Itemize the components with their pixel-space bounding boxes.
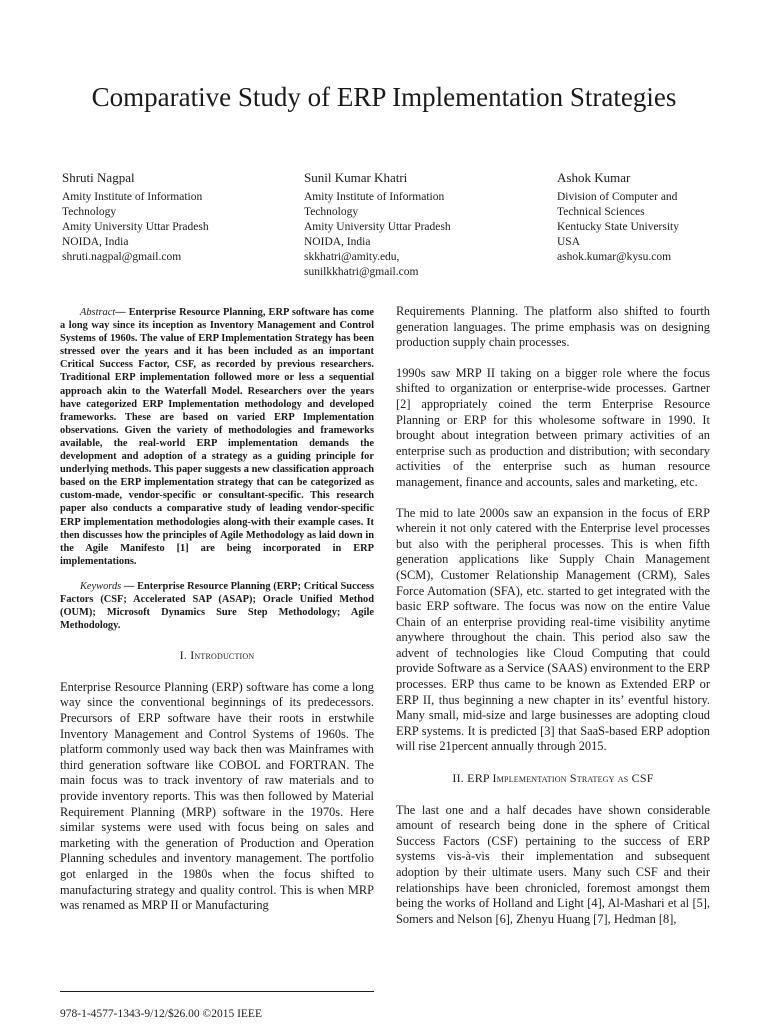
author-location: USA [557,236,581,248]
author-affiliation: Amity University Uttar Pradesh [304,221,451,233]
body-paragraph: Requirements Planning. The platform also shifted to fourth generation languages. The prime emphasis was on designing production supply chain processes. [396,304,710,350]
author-block [62,170,262,265]
abstract [60,306,374,568]
left-column [60,306,374,929]
section-heading-introduction: I. Introduction [179,648,255,663]
footer-divider [60,991,374,992]
body-paragraph: 1990s saw MRP II taking on a bigger role where the focus shifted to organization or enterprise-wide processes. Gartner [2] appropriately coined the term Enterprise Resource Planning or ERP for this wholesome software in 1990. It brought about integration between primary activities of an enterprise such as production and distribution; with secondary activities of the enterprise such as human resource management, finance and accounts, sales and marketing, etc. [396,365,710,489]
author-email: ashok.kumar@kysu.com [557,251,672,263]
author-block [557,170,727,265]
author-name: Sunil Kumar Khatri [304,170,408,185]
abstract-label: Abstract [80,307,116,318]
author-name: Shruti Nagpal [62,170,135,185]
keywords-label: Keywords [80,580,122,592]
author-affiliation: Technology [62,206,117,218]
abstract-separator: — [115,307,129,318]
author-email: sunilkkhatri@gmail.com [304,266,419,278]
abstract-text: Enterprise Resource Planning, ERP software has come a long way since its inception as Inventory Management and Control Systems of 1960s. The value of ERP Implementation Strategy has been stressed over the years and it has been included as an important Critical Success Factor, CSF, as recorded by previous researchers. Traditional ERP implementation followed more or less a sequential approach akin to the Waterfall Model. Researchers over the years have categorized ERP Implementation methodology and developed frameworks. These are based on varied ERP Implementation observations. Given the variety of methodologies and frameworks available, the real-world ERP implementation demands the development and adoption of a strategy as a guiding principle for underlying methods. This paper suggests a new classification approach based on the ERP implementation strategy that can be categorized as custom-made, vendor-specific or consultant-specific. This research paper also conducts a comparative study of leading vendor-specific ERP implementation methodologies along-with their example cases. It then discusses how the principles of Agile Methodology as laid down in the Agile Manifesto [1] are being incorporated in ERP implementations. [60,307,374,567]
introduction-paragraph: Enterprise Resource Planning (ERP) software has come a long way since the conventional beginnings of its predecessors. Precursors of ERP software have their roots in erstwhile Inventory Management and Control Systems of 1960s. The platform commonly used way back then was Mainframes with third generation software like COBOL and FORTRAN. The main focus was to track inventory of raw materials and to provide inventory reports. This was then followed by Material Requirement Planning (MRP) software in the 1970s. Here similar systems were used with focus being on sales and marketing with the generation of Production and Operation Planning schedules and inventory management. The portfolio got enlarged in the 1980s when the focus shifted to manufacturing strategy and quality control. This is when MRP was renamed as MRP II or Manufacturing [60,679,374,913]
author-name: Ashok Kumar [557,170,631,185]
author-affiliation: Amity University Uttar Pradesh [62,221,209,233]
author-affiliation: Kentucky State University [557,221,680,233]
keywords-text: Enterprise Resource Planning (ERP; Critical Success Factors (CSF; Accelerated SAP (ASAP); Oracle Unified Method (OUM); Microsoft Dynamics Sure Step Methodology; Agile Methodology. [60,580,374,632]
author-email: shruti.nagpal@gmail.com [62,251,182,263]
author-location: NOIDA, India [304,236,371,248]
page-title: Comparative Study of ERP Implementation Strategies [91,82,677,112]
author-affiliation: Amity Institute of Information [62,191,203,203]
body-paragraph: The last one and a half decades have shown considerable amount of research being done in the sphere of Critical Success Factors (CSF) pertaining to the success of ERP systems vis-à-vis their implementation and subsequent adoption by their ultimate users. Many such CSF and their relationships have been chronicled, foremost amongst them being the works of Holland and Light [4], Al-Mashari et al [5], Somers and Nelson [6], Zhenyu Huang [7], Hedman [8], [396,802,710,926]
author-affiliation: Amity Institute of Information [304,191,445,203]
author-affiliation: Technology [304,206,359,218]
keywords-separator: — [121,580,138,592]
author-affiliation: Division of Computer and [557,191,678,203]
body-paragraph: The mid to late 2000s saw an expansion in the focus of ERP wherein it not only catered with the Enterprise level processes but also with the peripheral processes. This is when fifth generation applications like Supply Chain Management (SCM), Customer Relationship Management (CRM), Sales Force Automation (SFA), etc. started to get integrated with the basic ERP software. The focus was now on the entire Value Chain of an enterprise providing real-time visibility anytime anywhere throughout the chain. This period also saw the advent of technologies like Cloud Computing that could provide Software as a Service (SAAS) environment to the ERP processes. ERP thus came to be known as Extended ERP or ERP II, thus beginning a new chapter in its’ eventful history. Many small, mid-size and large businesses are adopting cloud ERP systems. It is predicted [3] that SaaS-based ERP adoption will rise 21percent annually through 2015. [396,505,710,754]
section-heading-erp-strategy: II. ERP Implementation Strategy as CSF [452,771,654,786]
author-block [304,170,519,280]
author-affiliation: Technical Sciences [557,206,645,218]
author-email: skkhatri@amity.edu, [304,251,400,263]
right-column [396,304,710,942]
copyright-footer: 978-1-4577-1343-9/12/$26.00 ©2015 IEEE [60,1008,262,1020]
keywords [60,580,374,632]
author-location: NOIDA, India [62,236,129,248]
